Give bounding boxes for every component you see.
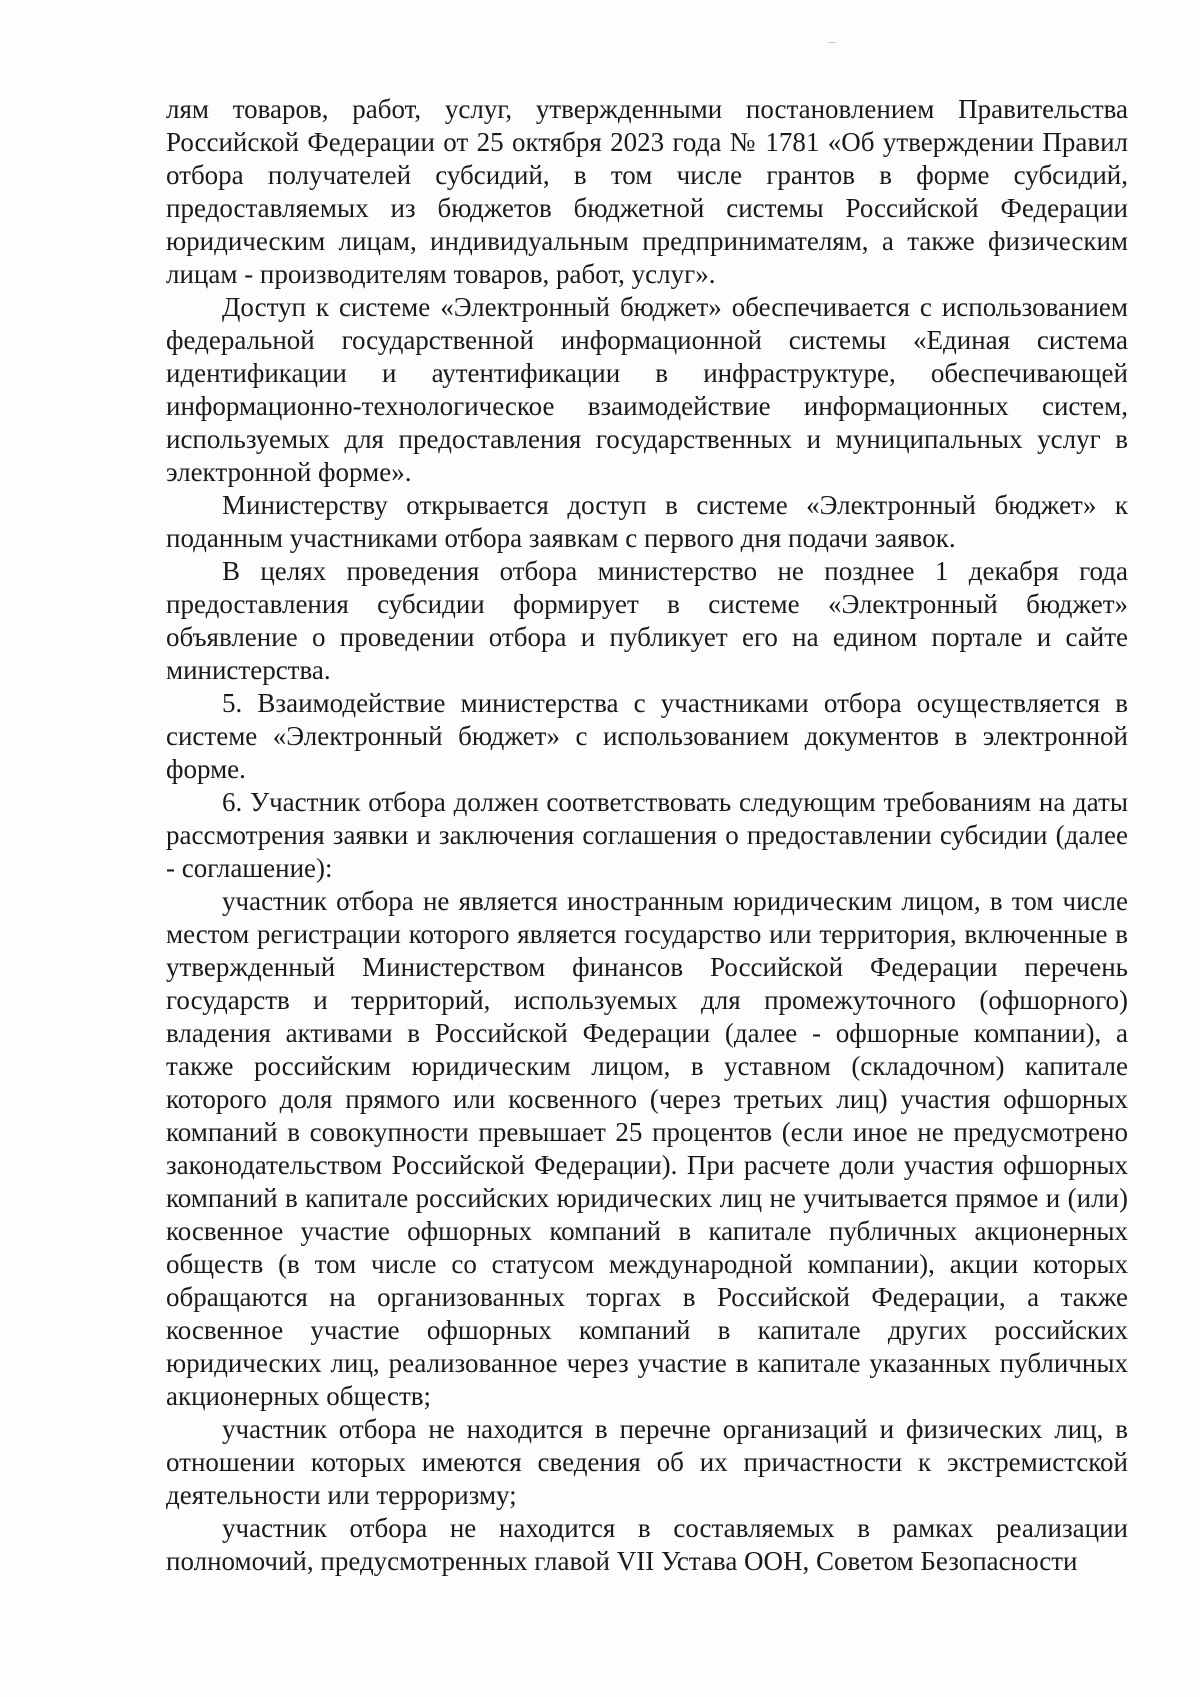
document-body [166,93,1128,1578]
paragraph-announcement: В целях проведения отбора министерство не позднее 1 декабря года предоставления субсидии формирует в системе «Электронный бюджет» объявление о проведении отбора и публикует его на едином портале и сайте министерства. [166,556,1128,685]
paragraph-system-access: Доступ к системе «Электронный бюджет» обеспечивается с использованием федеральной государственной информационной системы «Единая система идентификации и аутентификации в инфраструктуре, обеспечивающей информационно-технологическое взаимодействие информационных систем, используемых для предоставления государственных и муниципальных услуг в электронной форме». [166,292,1128,487]
paragraph-un-requirement: участник отбора не находится в составляемых в рамках реализации полномочий, предусмотренных главой VII Устава ООН, Советом Безопасности [166,1513,1128,1576]
paragraph-extremism-requirement: участник отбора не находится в перечне организаций и физических лиц, в отношении которых имеются сведения об их причастности к экстремистской деятельности или терроризму; [166,1414,1128,1510]
scan-artifact [828,42,836,43]
paragraph-item-5: 5. Взаимодействие министерства с участниками отбора осуществляется в системе «Электронный бюджет» с использованием документов в электронной форме. [166,688,1128,784]
paragraph-item-6: 6. Участник отбора должен соответствовать следующим требованиям на даты рассмотрения заявки и заключения соглашения о предоставлении субсидии (далее - соглашение): [166,787,1128,883]
paragraph-offshore-requirement: участник отбора не является иностранным юридическим лицом, в том числе местом регистрации которого является государство или территория, включенные в утвержденный Министерством финансов Российской Федерации перечень государств и территорий, используемых для промежуточного (офшорного) владения активами в Российской Федерации (далее - офшорные компании), а также российским юридическим лицом, в уставном (складочном) капитале которого доля прямого или косвенного (через третьих лиц) участия офшорных компаний в совокупности превышает 25 процентов (если иное не предусмотрено законодательством Российской Федерации). При расчете доли участия офшорных компаний в капитале российских юридических лиц не учитывается прямое и (или) косвенное участие офшорных компаний в капитале публичных акционерных обществ (в том числе со статусом международной компании), акции которых обращаются на организованных торгах в Российской Федерации, а также косвенное участие офшорных компаний в капитале других российских юридических лиц, реализованное через участие в капитале указанных публичных акционерных обществ; [166,886,1128,1411]
paragraph-ministry-access: Министерству открывается доступ в системе «Электронный бюджет» к поданным участниками отбора заявкам с первого дня подачи заявок. [166,490,1128,553]
paragraph-continuation: лям товаров, работ, услуг, утвержденными постановлением Правительства Российской Федерации от 25 октября 2023 года № 1781 «Об утверждении Правил отбора получателей субсидий, в том числе грантов в форме субсидий, предоставляемых из бюджетов бюджетной системы Российской Федерации юридическим лицам, индивидуальным предпринимателям, а также физическим лицам - производителям товаров, работ, услуг». [166,94,1128,289]
